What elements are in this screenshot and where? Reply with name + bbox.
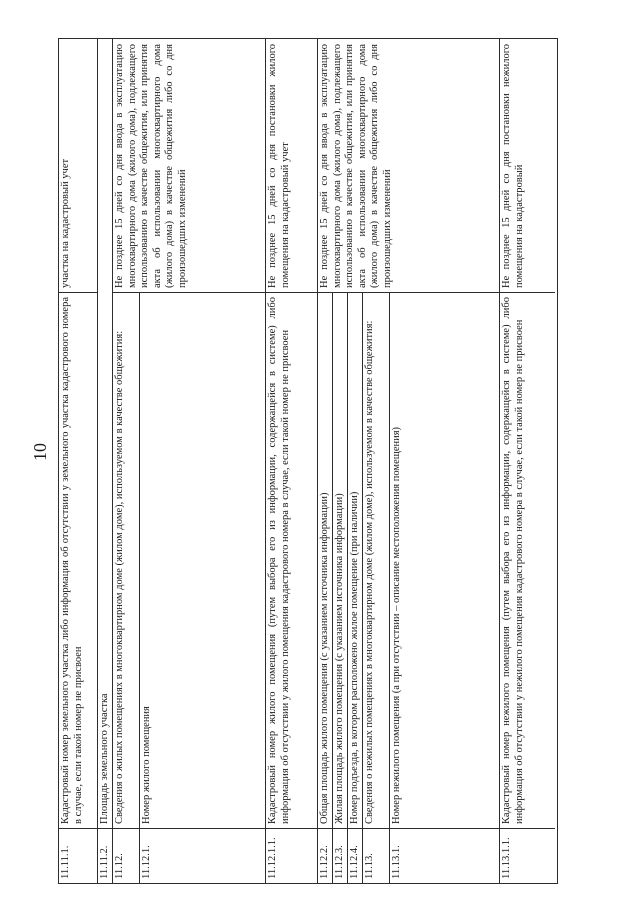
table-row — [318, 293, 333, 883]
row-deadline-empty — [98, 40, 112, 293]
row-deadline: Не позднее 15 дней со дня ввода в эксплуатацию многоквартирного дома (жилого дома), подлежащего использованию в качестве общежития, или принятия акта об использовании многоквартирного дома (жилого дома) в качестве общежития либо со дня произошедших изменений — [113, 40, 265, 293]
row-number: 11.12.1.1. — [266, 828, 317, 883]
row-number: 11.11.2. — [98, 828, 112, 883]
table-row — [265, 39, 317, 883]
row-number: 11.11.1. — [59, 828, 97, 883]
row-number: 11.12.3. — [333, 828, 347, 883]
table-row — [390, 293, 499, 883]
row-number: 11.13. — [363, 828, 389, 883]
table-row — [113, 293, 140, 883]
requirements-table — [58, 38, 558, 884]
row-description: Номер нежилого помещения (а при отсутствии – описание местоположения помещения) — [391, 426, 402, 824]
table-row — [59, 39, 97, 883]
row-description: Площадь земельного участка — [99, 693, 110, 824]
row-description: Общая площадь жилого помещения (с указанием источника информации) — [319, 492, 330, 824]
row-number: 11.13.1. — [390, 828, 499, 883]
table-row-group — [112, 39, 265, 883]
page-number: 10 — [30, 443, 50, 461]
row-description: Кадастровый номер земельного участка либо информация об отсутствии у земельного участка кадастрового номера в случае, если такой номер не присвоен — [60, 297, 84, 824]
row-deadline: Не позднее 15 дней со дня постановки нежилого помещения на кадастровый — [500, 40, 555, 293]
row-number: 11.12.4. — [348, 828, 362, 883]
table-row — [97, 39, 112, 883]
row-deadline: участка на кадастровый учет — [59, 40, 97, 293]
table-row — [140, 293, 265, 883]
table-row — [499, 39, 555, 883]
row-number: 11.12.1. — [140, 828, 265, 883]
row-deadline: Не позднее 15 дней со дня ввода в эксплуатацию многоквартирного дома (жилого дома), подлежащего использованию в качестве общежития, или принятия акта об использовании многоквартирного дома (жилого дома) в качестве общежития либо со дня произошедших изменений — [318, 40, 499, 293]
row-description: Жилая площадь жилого помещения (с указанием источника информации) — [334, 493, 345, 824]
table-row — [333, 293, 348, 883]
table-row — [363, 293, 390, 883]
table-row — [348, 293, 363, 883]
row-description: Кадастровый номер нежилого помещения (путем выбора его из информации, содержащейся в системе) либо информация об отсутствии у нежилого помещения кадастрового номера в случае, если такой номер не присвоен — [501, 297, 525, 824]
row-description: Номер подъезда, в котором расположено жилое помещение (при наличии) — [349, 491, 360, 824]
row-number: 11.12.2. — [318, 828, 332, 883]
table-row-group — [317, 39, 499, 883]
row-description: Сведения о нежилых помещениях в многоквартирном доме (жилом доме), используемом в качестве общежития: — [364, 320, 375, 824]
row-description: Сведения о жилых помещениях в многоквартирном доме (жилом доме), используемом в качестве общежития: — [114, 330, 125, 824]
row-description: Кадастровый номер жилого помещения (путем выбора его из информации, содержащейся в системе) либо информация об отсутствии у жилого помещения кадастрового номера в случае, если такой номер не присвоен — [267, 297, 291, 824]
row-description: Номер жилого помещения — [141, 706, 152, 824]
row-deadline: Не позднее 15 дней со дня постановки жилого помещения на кадастровый учет — [266, 40, 317, 293]
row-number: 11.13.1.1. — [500, 828, 555, 883]
row-number: 11.12. — [113, 828, 139, 883]
